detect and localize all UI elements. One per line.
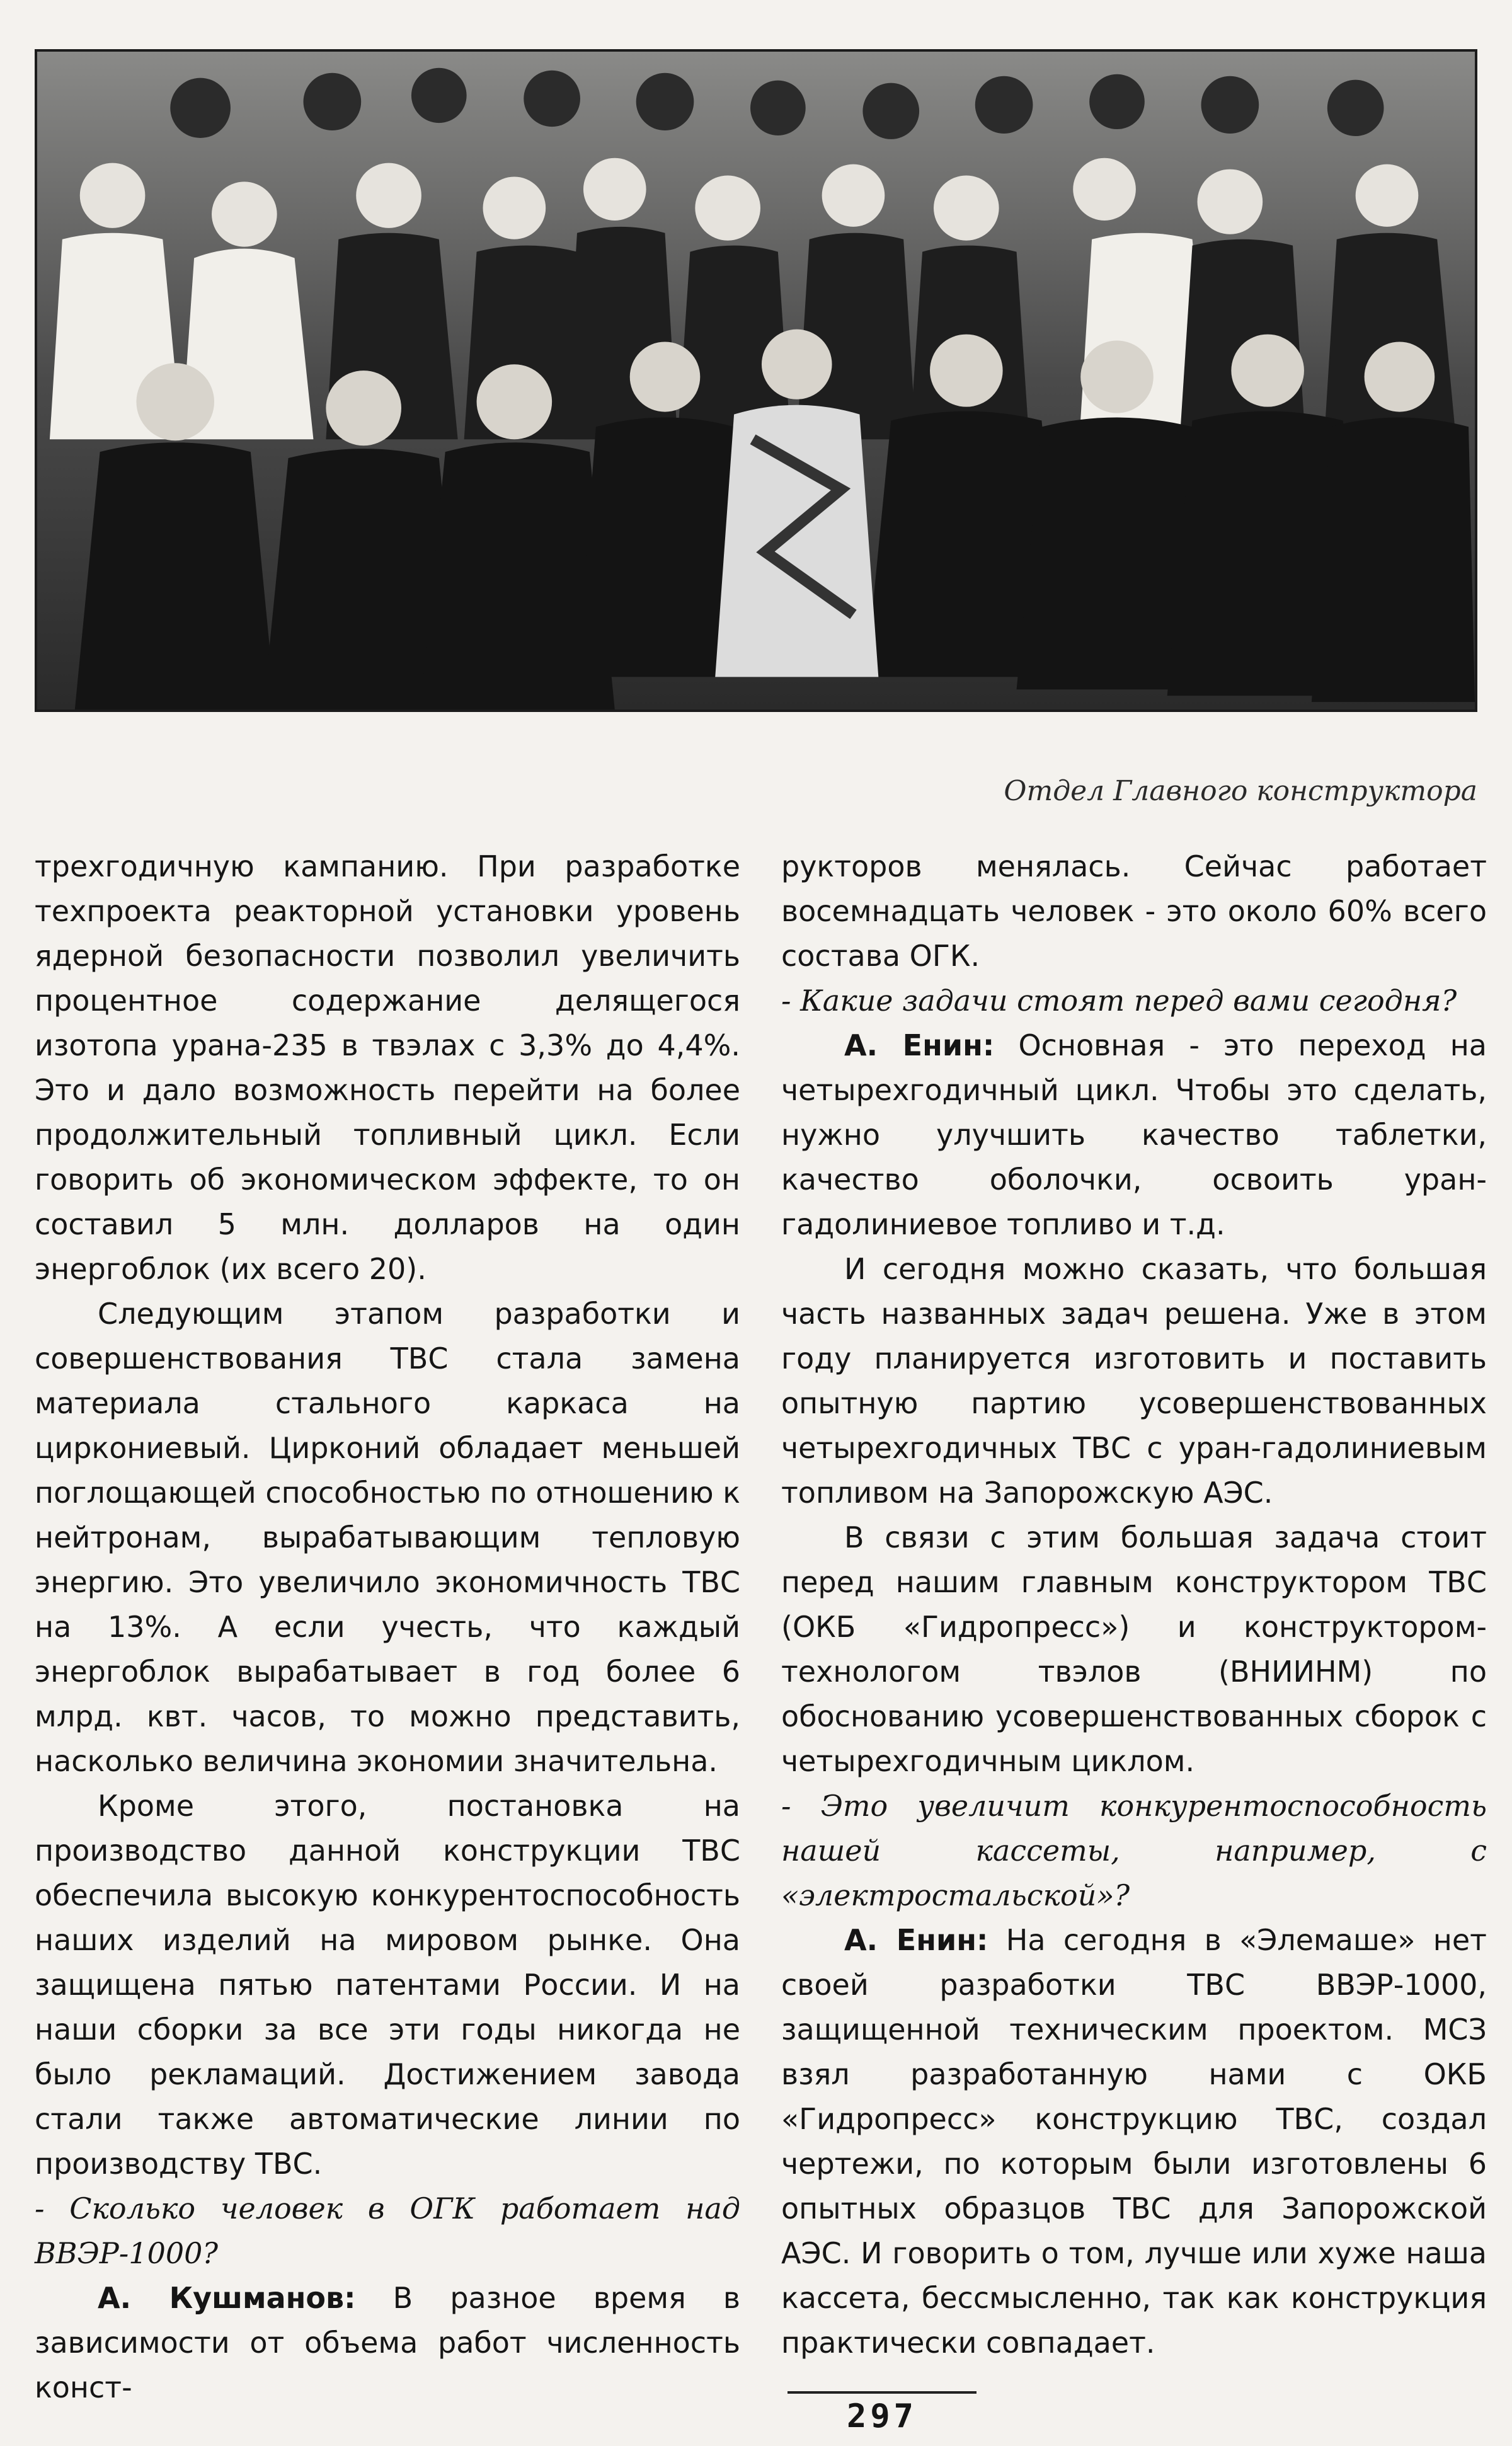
interview-question: - Сколько человек в ОГК работает над ВВЭР-1000? xyxy=(35,2191,740,2270)
paragraph: Следующим этапом разработки и совершенствования ТВС стала замена материала стального каркаса на циркониевый. Цирконий обладает меньшей поглощающей способностью по отношению к нейтронам, вырабатывающим тепловую энергию. Это увеличило экономичность ТВС на 13%. А если учесть, что каждый энергоблок вырабатывает в год более 6 млрд. квт. часов, то можно представить, насколько величина экономии значительна. xyxy=(35,1297,740,1778)
interview-answer xyxy=(781,1918,1487,2365)
page-number: 297 xyxy=(788,2391,976,2435)
group-photo xyxy=(35,49,1477,712)
speaker-name: А. Енин: xyxy=(844,1028,995,1062)
photo-caption: Отдел Главного конструктора xyxy=(1004,775,1477,807)
paragraph: трехгодичную кампанию. При разработке техпроекта реакторной установки уровень ядерной безопасности позволил увеличить процентное содержание делящегося изотопа урана-235 в твэлах с 3,3% до 4,4%. Это и дало возможность перейти на более продолжительный топливный цикл. Если говорить об экономическом эффекте, то он составил 5 млн. долларов на один энергоблок (их всего 20). xyxy=(35,849,740,1286)
paragraph: В связи с этим большая задача стоит перед нашим главным конструктором ТВС (ОКБ «Гидропресс») и конструктором-технологом твэлов (ВНИИНМ) по обоснованию усовершенствованных сборок с четырехгодичным циклом. xyxy=(781,1520,1487,1778)
answer-text: Основная - это переход на четырехгодичный цикл. Чтобы это сделать, нужно улучшить качество таблетки, качество оболочки, освоить уран-гадолиниевое топливо и т.д. xyxy=(781,1028,1487,1241)
answer-text: В разное время в зависимости от объема работ численность конст- xyxy=(35,2281,740,2404)
interview-answer xyxy=(35,2276,740,2410)
interview-question: - Это увеличит конкурентоспособность нашей кассеты, например, с «электростальской»? xyxy=(781,1789,1487,1912)
paragraph: Кроме этого, постановка на производство данной конструкции ТВС обеспечила высокую конкурентоспособность наших изделий на мировом рынке. Она защищена пятью патентами России. И на наши сборки за все эти годы никогда не было рекламаций. Достижением завода стали также автоматические линии по производству ТВС. xyxy=(35,1789,740,2181)
left-column xyxy=(35,844,740,2410)
paragraph: И сегодня можно сказать, что большая часть названных задач решена. Уже в этом году планируется изготовить и поставить опытную партию усовершенствованных четырехгодичных ТВС с уран-гадолиниевым топливом на Запорожскую АЭС. xyxy=(781,1252,1487,1510)
answer-text: На сегодня в «Элемаше» нет своей разработки ТВС ВВЭР-1000, защищенной техническим проектом. МСЗ взял разработанную нами с ОКБ «Гидропресс» конструкцию ТВС, создал чертежи, по которым были изготовлены 6 опытных образцов ТВС для Запорожской АЭС. И говорить о том, лучше или хуже наша кассета, бессмысленно, так как конструкция практически совпадает. xyxy=(781,1923,1487,2360)
right-column xyxy=(781,844,1487,2365)
speaker-name: А. Кушманов: xyxy=(98,2281,356,2315)
group-photo-illustration xyxy=(37,52,1475,709)
interview-question: - Какие задачи стоят перед вами сегодня? xyxy=(781,984,1457,1018)
interview-answer xyxy=(781,1023,1487,1247)
speaker-name: А. Енин: xyxy=(844,1923,988,1957)
paragraph: рукторов менялась. Сейчас работает восемнадцать человек - это около 60% всего состава ОГК. xyxy=(781,849,1487,973)
